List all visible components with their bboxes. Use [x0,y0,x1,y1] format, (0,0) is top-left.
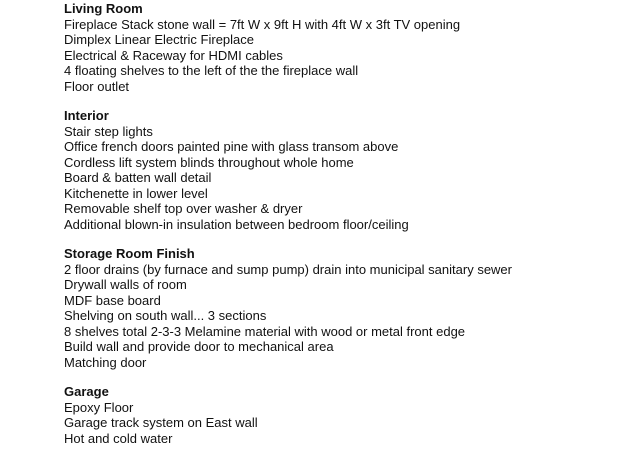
list-item: Electrical & Raceway for HDMI cables [64,47,283,63]
section-heading: Garage [64,384,109,399]
section-storage-room-finish [64,246,634,370]
document-body [64,0,634,446]
list-item: Dimplex Linear Electric Fireplace [64,32,255,47]
list-item: Shelving on south wall... 3 sections [64,308,267,323]
list-item: Removable shelf top over washer & dryer [64,201,303,216]
list-item: 8 shelves total 2-3-3 Melamine material with wood or metal front edge [64,323,466,339]
section-living-room [64,1,634,94]
list-item: Matching door [64,354,147,370]
list-item: Board & batten wall detail [64,170,212,185]
list-item: Hot and cold water [64,430,173,446]
list-item: Garage track system on East wall [64,415,258,430]
list-item: Cordless lift system blinds throughout whole home [64,154,354,170]
list-item: Epoxy Floor [64,399,134,415]
section-garage [64,384,634,446]
list-item: 2 floor drains (by furnace and sump pump) drain into municipal sanitary sewer [64,261,512,277]
section-heading: Storage Room Finish [64,246,195,261]
list-item: Floor outlet [64,78,130,94]
list-item: Build wall and provide door to mechanical area [64,339,334,354]
list-item: Office french doors painted pine with glass transom above [64,139,399,154]
list-item: 4 floating shelves to the left of the the fireplace wall [64,63,359,78]
section-interior [64,108,634,232]
list-item: Fireplace Stack stone wall = 7ft W x 9ft H with 4ft W x 3ft TV opening [64,16,461,32]
list-item: Stair step lights [64,123,153,139]
section-heading: Living Room [64,1,143,16]
list-item: Drywall walls of room [64,277,187,292]
section-heading: Interior [64,108,109,123]
list-item: MDF base board [64,292,161,308]
list-item: Additional blown-in insulation between bedroom floor/ceiling [64,216,409,232]
list-item: Kitchenette in lower level [64,185,208,201]
